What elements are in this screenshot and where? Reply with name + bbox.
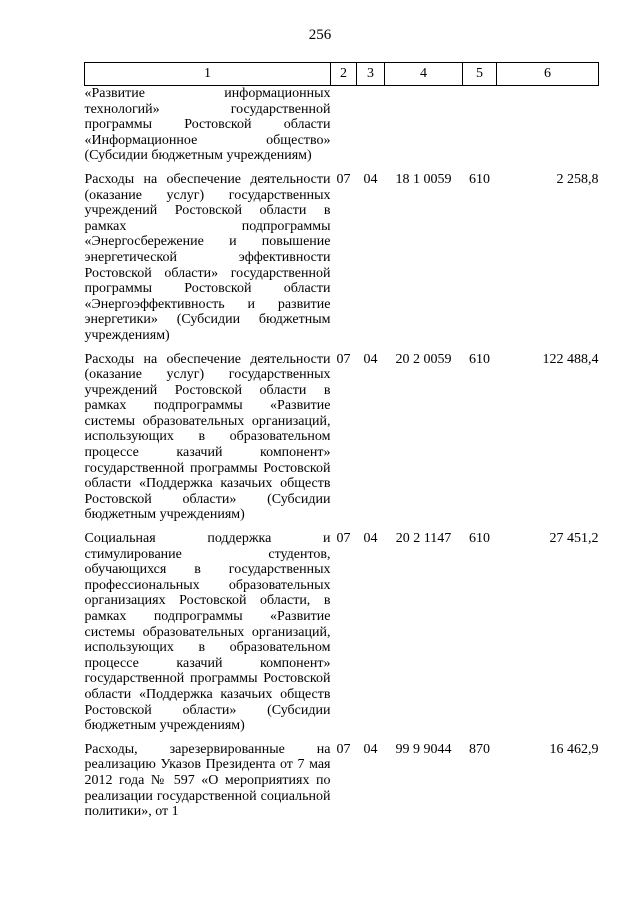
row-amount: 27 451,2 — [549, 531, 599, 547]
row-section: 07 — [336, 171, 351, 187]
row-expense-type: 610 — [469, 171, 490, 187]
row-subsection — [357, 86, 385, 164]
row-subsection: 04 — [363, 351, 378, 367]
table-row — [85, 742, 599, 820]
row-amount — [497, 86, 599, 164]
row-target-article: 20 2 0059 — [395, 351, 452, 367]
row-target-article: 99 9 9044 — [395, 741, 452, 757]
row-description: Социальная поддержка и стимулирование студентов, обучающихся в государственных профессиональных образовательных организациях Ростовской области, в рамках подпрограммы «Развитие системы образовательных организаций, использующих в образовательном процессе казачий компонент» государственной программы Ростовской области «Поддержка казачьих обществ Ростовской области» (Субсидии бюджетным учреждениям) — [84, 531, 331, 734]
row-amount: 2 258,8 — [556, 171, 599, 187]
header-col-1: 1 — [85, 63, 331, 86]
row-amount: 122 488,4 — [542, 351, 599, 367]
row-target-article — [385, 86, 463, 164]
row-expense-type: 610 — [469, 351, 490, 367]
page-number: 256 — [308, 27, 332, 43]
row-description: Расходы на обеспечение деятельности (оказание услуг) государственных учреждений Ростовской области в рамках подпрограммы «Энергосбережение и повышение энергетической эффективности Ростовской области» государственной программы Ростовской области «Энергоэффективность и развитие энергетики» (Субсидии бюджетным учреждениям) — [84, 171, 331, 343]
row-target-article: 20 2 1147 — [395, 531, 452, 547]
table-row — [85, 86, 599, 164]
row-subsection: 04 — [363, 741, 378, 757]
header-col-4: 4 — [385, 63, 463, 86]
row-target-article: 18 1 0059 — [395, 171, 452, 187]
row-section: 07 — [336, 351, 351, 367]
row-description: «Развитие информационных технологий» государственной программы Ростовской области «Информационное общество» (Субсидии бюджетным учреждениям) — [84, 86, 331, 164]
table-row — [85, 531, 599, 734]
header-col-2: 2 — [331, 63, 357, 86]
row-expense-type: 870 — [469, 741, 490, 757]
header-col-6: 6 — [497, 63, 599, 86]
row-description: Расходы, зарезервированные на реализацию Указов Президента от 7 мая 2012 года № 597 «О мероприятиях по реализации государственной социальной политики», от 1 — [84, 741, 331, 820]
row-section: 07 — [336, 741, 351, 757]
row-expense-type — [463, 86, 497, 164]
row-description: Расходы на обеспечение деятельности (оказание услуг) государственных учреждений Ростовской области в рамках подпрограммы «Развитие системы образовательных организаций, использующих в образовательном процессе казачий компонент» государственной программы Ростовской области «Поддержка казачьих обществ Ростовской области» (Субсидии бюджетным учреждениям) — [84, 351, 331, 523]
table-header-row — [85, 63, 599, 86]
budget-table — [84, 62, 599, 820]
row-subsection: 04 — [363, 171, 378, 187]
row-section — [331, 86, 357, 164]
row-section: 07 — [336, 531, 351, 547]
row-subsection: 04 — [363, 531, 378, 547]
table-row — [85, 352, 599, 524]
header-col-3: 3 — [357, 63, 385, 86]
row-expense-type: 610 — [469, 531, 490, 547]
table-row — [85, 172, 599, 344]
row-amount: 16 462,9 — [549, 741, 599, 757]
header-col-5: 5 — [463, 63, 497, 86]
